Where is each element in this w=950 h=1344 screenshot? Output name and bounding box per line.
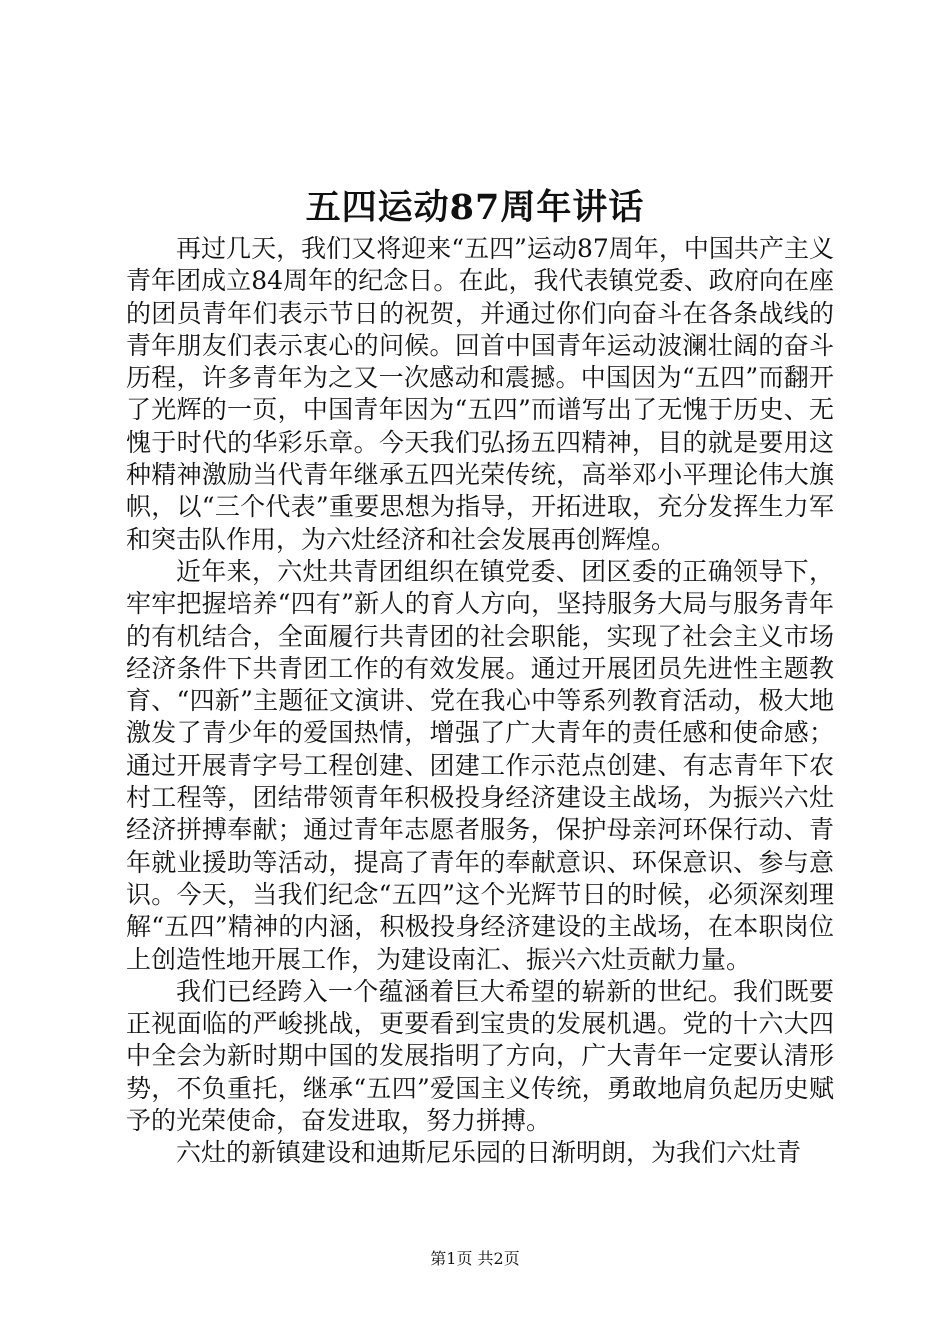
page-footer: 第1页 共2页 — [430, 1249, 520, 1268]
document-body — [126, 233, 834, 1170]
paragraph-1: 再过几天，我们又将迎来“五四”运动87周年，中国共产主义青年团成立84周年的纪念日。在此，我代表镇党委、政府向在座的团员青年们表示节日的祝贺，并通过你们向奋斗在各条战线的青年朋友们表示衷心的问候。回首中国青年运动波澜壮阔的奋斗历程，许多青年为之又一次感动和震撼。中国因为“五四”而翻开了光辉的一页，中国青年因为“五四”而谱写出了无愧于历史、无愧于时代的华彩乐章。今天我们弘扬五四精神，目的就是要用这种精神激励当代青年继承五四光荣传统，高举邓小平理论伟大旗帜，以“三个代表”重要思想为指导，开拓进取，充分发挥生力军和突击队作用，为六灶经济和社会发展再创辉煌。 — [126, 234, 834, 554]
paragraph-4: 六灶的新镇建设和迪斯尼乐园的日渐明朗，为我们六灶青 — [176, 1138, 802, 1168]
document-title: 五四运动87周年讲话 — [305, 187, 645, 228]
paragraph-2: 近年来，六灶共青团组织在镇党委、团区委的正确领导下，牢牢把握培养“四有”新人的育人方向，坚持服务大局与服务青年的有机结合，全面履行共青团的社会职能，实现了社会主义市场经济条件下共青团工作的有效发展。通过开展团员先进性主题教育、“四新”主题征文演讲、党在我心中等系列教育活动，极大地激发了青少年的爱国热情，增强了广大青年的责任感和使命感；通过开展青字号工程创建、团建工作示范点创建、有志青年下农村工程等，团结带领青年积极投身经济建设主战场，为振兴六灶经济拼搏奉献；通过青年志愿者服务，保护母亲河环保行动、青年就业援助等活动，提高了青年的奉献意识、环保意识、参与意识。今天，当我们纪念“五四”这个光辉节日的时候，必须深刻理解“五四”精神的内涵，积极投身经济建设的主战场，在本职岗位上创造性地开展工作，为建设南汇、振兴六灶贡献力量。 — [126, 556, 834, 974]
paragraph-3: 我们已经跨入一个蕴涵着巨大希望的崭新的世纪。我们既要正视面临的严峻挑战，更要看到宝贵的发展机遇。党的十六大四中全会为新时期中国的发展指明了方向，广大青年一定要认清形势，不负重托，继承“五四”爱国主义传统，勇敢地肩负起历史赋予的光荣使命，奋发进取，努力拼搏。 — [126, 976, 834, 1136]
